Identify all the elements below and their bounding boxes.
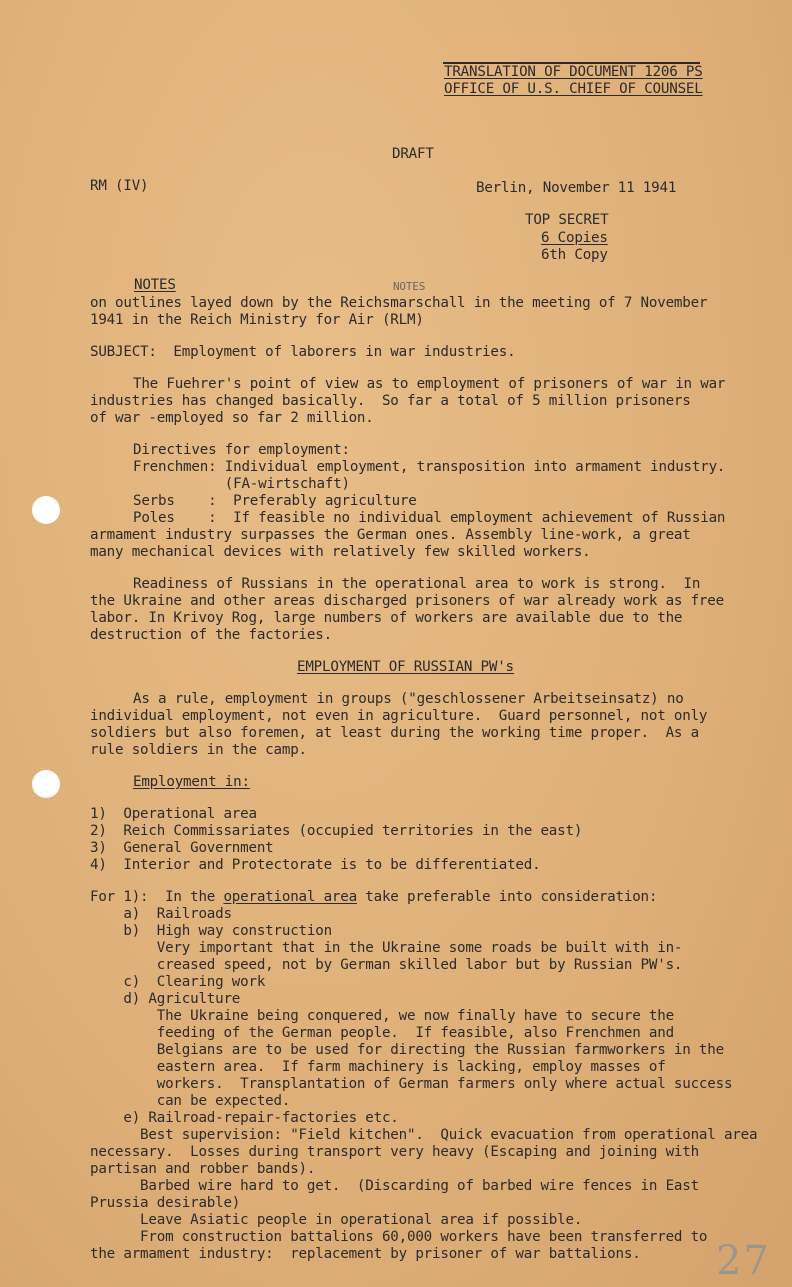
employment-list-item: 4) Interior and Protectorate is to be differentiated.	[90, 857, 541, 873]
section-heading: EMPLOYMENT OF RUSSIAN PW's	[297, 659, 514, 675]
directives-line: armament industry surpasses the German ones. Assembly line-work, a great	[90, 527, 691, 543]
punch-hole-upper	[32, 496, 60, 524]
paragraph-3-line: individual employment, not even in agriculture. Guard personnel, not only	[90, 708, 708, 724]
for-1-intro-post: take preferable into consideration:	[356, 889, 658, 905]
employment-heading: Employment in:	[133, 774, 250, 790]
for-1-line: feeding of the German people. If feasible, also Frenchmen and	[90, 1025, 674, 1041]
for-1-line: Leave Asiatic people in operational area if possible.	[90, 1212, 583, 1228]
for-1-line: From construction battalions 60,000 workers have been transferred to	[90, 1229, 708, 1245]
for-1-line: can be expected.	[90, 1093, 291, 1109]
directives-line: Frenchmen: Individual employment, transposition into armament industry.	[133, 459, 726, 475]
for-1-line: Best supervision: "Field kitchen". Quick evacuation from operational area	[90, 1127, 758, 1143]
directives-line: Directives for employment:	[133, 442, 350, 458]
for-1-line: creased speed, not by German skilled labor but by Russian PW's.	[90, 957, 683, 973]
paragraph-3-line: rule soldiers in the camp.	[90, 742, 307, 758]
for-1-intro-underlined: operational area	[223, 889, 357, 905]
classification-copies: 6 Copies	[541, 230, 608, 246]
for-1-line: c) Clearing work	[90, 974, 266, 990]
paragraph-3-line: As a rule, employment in groups ("geschlossener Arbeitseinsatz) no	[133, 691, 684, 707]
for-1-line: d) Agriculture	[90, 991, 241, 1007]
for-1-line: necessary. Losses during transport very heavy (Escaping and joining with	[90, 1144, 699, 1160]
directives-line: Poles : If feasible no individual employment achievement of Russian	[133, 510, 726, 526]
classification-copy-number: 6th Copy	[541, 247, 608, 263]
employment-list-item: 1) Operational area	[90, 806, 257, 822]
employment-list-item: 3) General Government	[90, 840, 274, 856]
paragraph-3-line: soldiers but also foremen, at least during the working time proper. As a	[90, 725, 699, 741]
for-1-line: the armament industry: replacement by prisoner of war battalions.	[90, 1246, 641, 1262]
paragraph-2-line: labor. In Krivoy Rog, large numbers of workers are available due to the	[90, 610, 683, 626]
for-1-line: b) High way construction	[90, 923, 332, 939]
directives-line: (FA-wirtschaft)	[133, 476, 350, 492]
for-1-line: partisan and robber bands).	[90, 1161, 316, 1177]
draft-label: DRAFT	[392, 146, 434, 162]
header-line-2: OFFICE OF U.S. CHIEF OF COUNSEL	[444, 81, 703, 97]
header-line-1: TRANSLATION OF DOCUMENT 1206 PS	[444, 64, 703, 80]
notes-heading-faint: NOTES	[393, 280, 426, 293]
notes-heading: NOTES	[134, 277, 176, 293]
for-1-line: Barbed wire hard to get. (Discarding of barbed wire fences in East	[90, 1178, 699, 1194]
for-1-line: The Ukraine being conquered, we now finally have to secure the	[90, 1008, 674, 1024]
notes-intro-1: on outlines layed down by the Reichsmarschall in the meeting of 7 November	[90, 295, 708, 311]
paragraph-2-line: the Ukraine and other areas discharged prisoners of war already work as free	[90, 593, 724, 609]
paragraph-1-line: industries has changed basically. So far a total of 5 million prisoners	[90, 393, 691, 409]
page-number: 27	[716, 1238, 771, 1284]
paragraph-1-line: of war -employed so far 2 million.	[90, 410, 374, 426]
for-1-line: a) Railroads	[90, 906, 232, 922]
place-date: Berlin, November 11 1941	[476, 180, 677, 196]
directives-line: Serbs : Preferably agriculture	[133, 493, 417, 509]
employment-list-item: 2) Reich Commissariates (occupied territories in the east)	[90, 823, 583, 839]
for-1-line: Prussia desirable)	[90, 1195, 241, 1211]
punch-hole-lower	[32, 770, 60, 798]
for-1-line: e) Railroad-repair-factories etc.	[90, 1110, 399, 1126]
classification-top-secret: TOP SECRET	[525, 212, 609, 228]
directives-line: many mechanical devices with relatively few skilled workers.	[90, 544, 591, 560]
notes-intro-2: 1941 in the Reich Ministry for Air (RLM)	[90, 312, 424, 328]
paragraph-2-line: destruction of the factories.	[90, 627, 332, 643]
subject-line: SUBJECT: Employment of laborers in war industries.	[90, 344, 516, 360]
reference-code: RM (IV)	[90, 178, 149, 194]
for-1-line: Very important that in the Ukraine some roads be built with in-	[90, 940, 683, 956]
for-1-intro-pre: For 1): In the	[90, 889, 224, 905]
for-1-line: Belgians are to be used for directing the Russian farmworkers in the	[90, 1042, 724, 1058]
for-1-line: workers. Transplantation of German farmers only where actual success	[90, 1076, 733, 1092]
for-1-line: eastern area. If farm machinery is lacking, employ masses of	[90, 1059, 666, 1075]
paragraph-2-line: Readiness of Russians in the operational area to work is strong. In	[133, 576, 701, 592]
paragraph-1-line: The Fuehrer's point of view as to employment of prisoners of war in war	[133, 376, 726, 392]
for-1-intro	[90, 889, 657, 905]
